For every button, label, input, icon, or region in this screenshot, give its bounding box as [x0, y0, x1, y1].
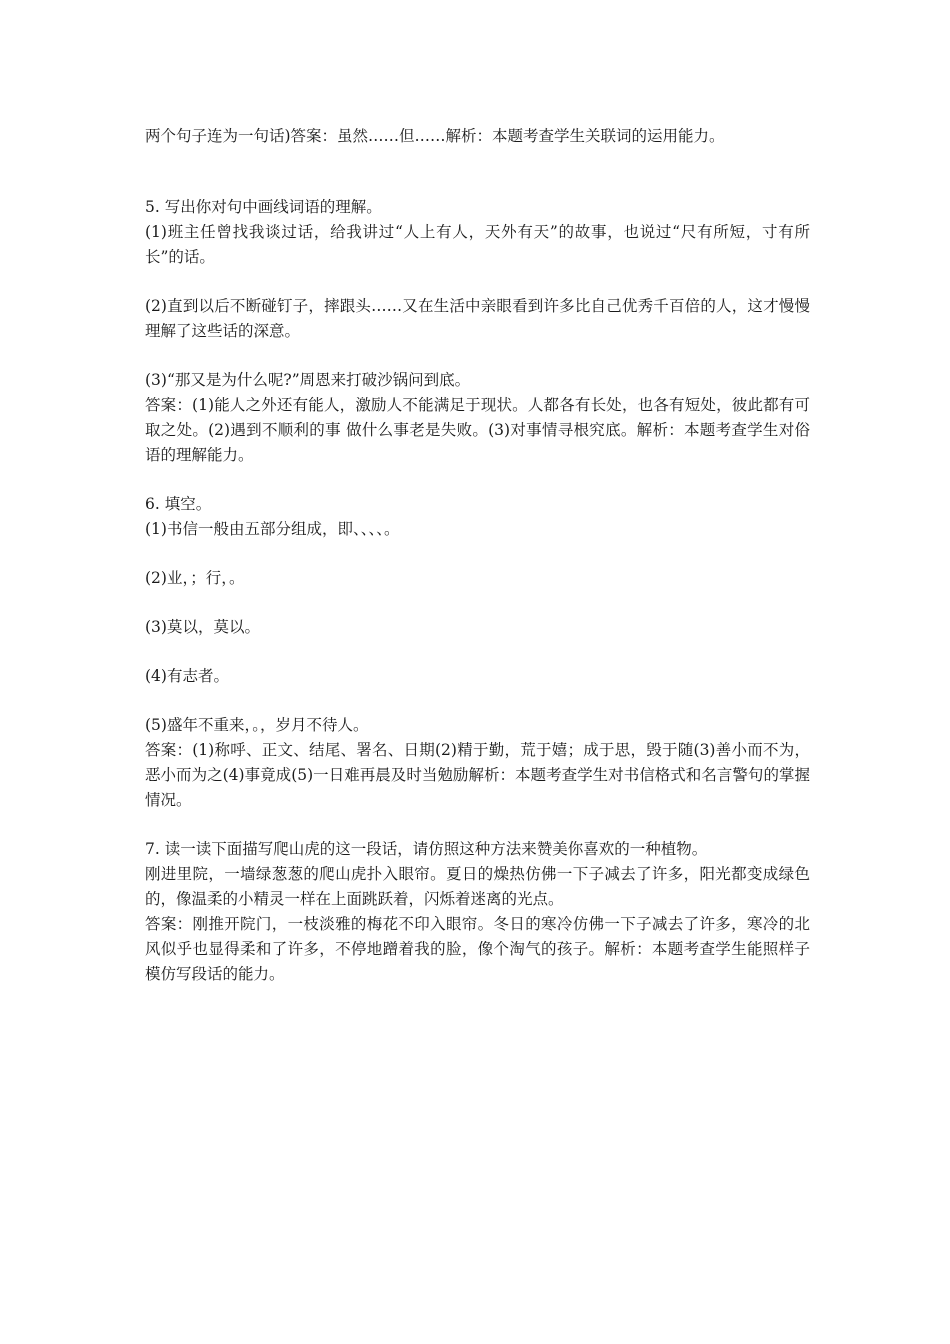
- spacer: [145, 468, 810, 492]
- spacer: [145, 149, 810, 195]
- question-6-item-5: (5)盛年不重来，。，岁月不待人。: [145, 716, 369, 734]
- question-5-answer: 答案：(1)能人之外还有能人，激励人不能满足于现状。人都各有长处，也各有短处，彼此都有可取之处。(2)遇到不顺利的事 做什么事老是失败。(3)对事情寻根究底。解析：本题考查学生对俗语的理解能力。: [145, 396, 810, 464]
- question-7-passage: 刚进里院，一墙绿葱葱的爬山虎扑入眼帘。夏日的燥热仿佛一下子减去了许多，阳光都变成绿色的，像温柔的小精灵一样在上面跳跃着，闪烁着迷离的光点。: [145, 865, 810, 908]
- document-body: [145, 124, 810, 987]
- spacer: [145, 344, 810, 368]
- question-7-answer: 答案：刚推开院门，一枝淡雅的梅花不印入眼帘。冬日的寒冷仿佛一下子减去了许多，寒冷的北风似乎也显得柔和了许多，不停地蹭着我的脸，像个淘气的孩子。解析：本题考查学生能照样子模仿写段话的能力。: [145, 915, 810, 983]
- question-6-title: 6. 填空。: [145, 495, 212, 513]
- question-7-title: 7. 读一读下面描写爬山虎的这一段话，请仿照这种方法来赞美你喜欢的一种植物。: [145, 840, 708, 858]
- question-5-title: 5. 写出你对句中画线词语的理解。: [145, 198, 382, 216]
- question-5-item-2: (2)直到以后不断碰钉子，摔跟头……又在生活中亲眼看到许多比自己优秀千百倍的人，这才慢慢理解了这些话的深意。: [145, 297, 810, 340]
- question-5-item-1: (1)班主任曾找我谈过话，给我讲过“人上有人，天外有天”的故事，也说过“尺有所短，寸有所长”的话。: [145, 223, 810, 266]
- question-6-item-4: (4)有志者。: [145, 667, 229, 685]
- question-4-answer-tail: 两个句子连为一句话)答案：虽然……但……解析：本题考查学生关联词的运用能力。: [145, 127, 725, 145]
- spacer: [145, 591, 810, 615]
- question-6-item-1: (1)书信一般由五部分组成，即、、、、。: [145, 520, 400, 538]
- question-6-item-2: (2)业，；行，。: [145, 569, 245, 587]
- spacer: [145, 270, 810, 294]
- spacer: [145, 542, 810, 566]
- spacer: [145, 813, 810, 837]
- question-6-item-3: (3)莫以，莫以。: [145, 618, 260, 636]
- question-6-answer: 答案：(1)称呼、正文、结尾、署名、日期(2)精于勤，荒于嬉；成于思，毁于随(3)善小而不为，恶小而为之(4)事竟成(5)一日难再晨及时当勉励解析：本题考查学生对书信格式和名言警句的掌握情况。: [145, 741, 810, 809]
- spacer: [145, 640, 810, 664]
- spacer: [145, 689, 810, 713]
- question-5-item-3: (3)“那又是为什么呢?”周恩来打破沙锅问到底。: [145, 371, 471, 389]
